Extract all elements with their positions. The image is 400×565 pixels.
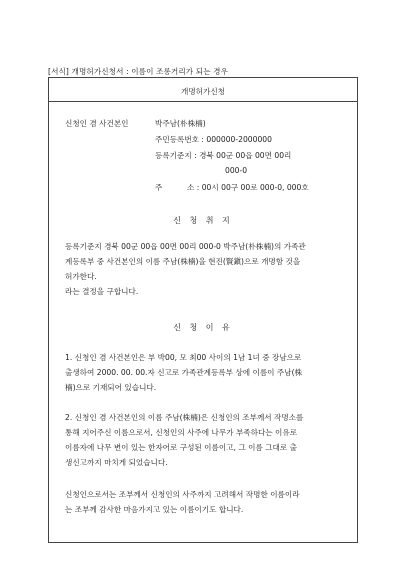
purpose-line: 계등록부 중 사건본인의 이름 주남(株楠)을 현진(賢鎭)으로 개명함 것을 xyxy=(65,257,301,266)
applicant-id-number: 주민등록번호 : 000000-2000000 xyxy=(155,135,272,144)
applicant-registry: 등록기준지 : 경북 00군 00읍 00면 00리 xyxy=(155,151,292,160)
reason-paragraph-1 xyxy=(65,350,341,395)
applicant-registry-cont: 000-0 xyxy=(225,166,248,175)
purpose-text xyxy=(65,239,341,299)
petition-form xyxy=(48,77,358,543)
reason-line: 신청인으로서는 조부께서 신청인의 사주까지 고려해서 작명한 이름이라 xyxy=(65,490,300,499)
purpose-line: 허가한다. xyxy=(65,272,97,281)
reason-line: 이름자에 나무 변이 있는 한자어로 구성된 이름이고, 그 이름 그대로 출 xyxy=(65,443,297,452)
reason-line: 1. 신청인 겸 사건본인은 부 박00, 모 최00 사이의 1남 1녀 중 장남으로 xyxy=(65,353,302,362)
applicant-address-label: 주 xyxy=(155,183,163,192)
applicant-label: 신청인 겸 사건본인 xyxy=(65,119,129,128)
reason-paragraph-2 xyxy=(65,410,341,470)
applicant-address: 소 : 00시 00구 00로 000-0, 000호 xyxy=(187,183,309,192)
reason-line: 는 조부께 감사한 마음가지고 있는 이름이기도 합니다. xyxy=(65,505,244,514)
reason-line: 楠)으로 기재되어 있습니다. xyxy=(65,383,157,392)
purpose-heading: 신 청 취 지 xyxy=(173,216,233,225)
form-title: 개명허가신청 xyxy=(180,87,225,96)
purpose-line: 라는 결정을 구합니다. xyxy=(65,287,139,296)
applicant-name: 박주남(朴株楠) xyxy=(155,119,206,128)
reason-line: 통해 지어주신 이름으로서, 신청인의 사주에 나무가 부족하다는 이유로 xyxy=(65,428,298,437)
reasons-heading: 신 청 이 유 xyxy=(173,323,233,332)
reason-line: 출생하여 2000. 00. 00.자 신고로 가족관계등록부 상에 이름이 주남(株 xyxy=(65,368,303,377)
reason-paragraph-3 xyxy=(65,487,341,517)
purpose-line: 등록기준지 경북 00군 00읍 00면 00리 000-0 박주남(朴株楠)의 가족관 xyxy=(65,242,306,251)
title-divider xyxy=(49,101,357,102)
reason-line: 2. 신청인 겸 사건본인의 이름 주남(株楠)은 신청인의 조부께서 작명소를 xyxy=(65,413,304,422)
reason-line: 생신고까지 마치게 되었습니다. xyxy=(65,458,168,467)
form-caption: [서식] 개명허가신청서 : 이름이 조롱거리가 되는 경우 xyxy=(48,67,229,76)
